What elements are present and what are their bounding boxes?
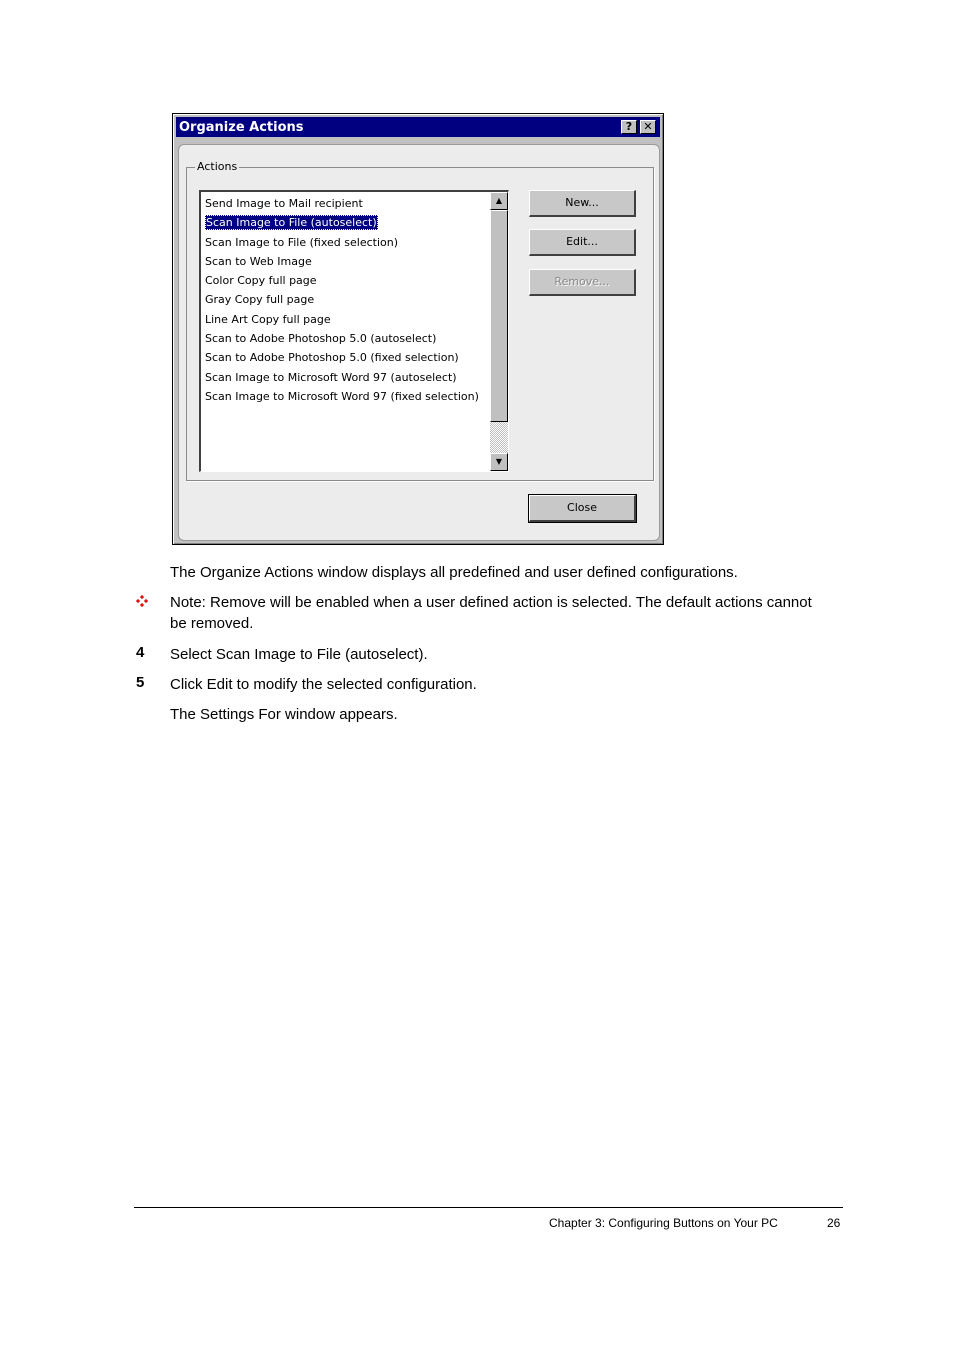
list-item-label: Scan to Web Image xyxy=(205,254,312,268)
list-item[interactable] xyxy=(203,329,491,348)
dialog-client-area xyxy=(178,144,660,541)
step-text-5: Click Edit to modify the selected configuration. xyxy=(170,676,477,693)
list-item-label: Scan to Adobe Photoshop 5.0 (fixed selection) xyxy=(205,351,459,365)
close-button[interactable]: Close xyxy=(529,495,636,522)
help-icon[interactable]: ? xyxy=(621,120,637,134)
footer-chapter: Chapter 3: Configuring Buttons on Your PC xyxy=(549,1216,778,1230)
list-item[interactable] xyxy=(203,194,491,213)
edit-button[interactable]: Edit... xyxy=(529,229,636,256)
list-item-label: Line Art Copy full page xyxy=(205,312,331,326)
actions-group-label: Actions xyxy=(197,160,238,173)
list-item[interactable] xyxy=(203,368,491,387)
note-paragraph: Note: Remove will be enabled when a user defined action is selected. The default actions cannot be removed. xyxy=(170,594,812,632)
list-item[interactable] xyxy=(203,233,491,252)
list-item-label: Scan Image to Microsoft Word 97 (fixed selection) xyxy=(205,389,479,403)
list-item-label: Color Copy full page xyxy=(205,274,317,288)
list-item[interactable] xyxy=(203,310,491,329)
list-item[interactable] xyxy=(203,213,491,232)
list-item-label: Send Image to Mail recipient xyxy=(205,197,363,210)
actions-listbox[interactable] xyxy=(199,190,509,472)
list-item[interactable] xyxy=(203,290,491,309)
list-item-label: Scan to Adobe Photoshop 5.0 (autoselect) xyxy=(205,332,437,346)
new-button[interactable]: New... xyxy=(529,190,636,217)
step-number-5: 5 xyxy=(136,674,145,691)
scroll-up-arrow-icon[interactable]: ▲ xyxy=(490,192,508,210)
actions-scrollbar[interactable] xyxy=(490,192,508,471)
list-item-label: Scan Image to File (fixed selection) xyxy=(205,235,398,249)
remove-button[interactable]: Remove... xyxy=(529,269,636,296)
scroll-down-arrow-icon[interactable]: ▼ xyxy=(490,453,508,471)
list-item[interactable] xyxy=(203,271,491,290)
footer-rule xyxy=(134,1207,843,1208)
scroll-thumb[interactable] xyxy=(490,210,508,422)
close-icon[interactable]: ✕ xyxy=(640,120,656,134)
list-item[interactable] xyxy=(203,252,491,271)
list-item[interactable] xyxy=(203,348,491,367)
result-paragraph: The Settings For window appears. xyxy=(170,706,398,723)
intro-paragraph: The Organize Actions window displays all predefined and user defined configurations. xyxy=(170,564,738,581)
diamond-bullet-icon xyxy=(136,595,148,607)
list-item-label: Scan Image to File (autoselect) xyxy=(206,216,377,230)
actions-list xyxy=(203,194,491,406)
list-item-label: Scan Image to Microsoft Word 97 (autoselect) xyxy=(205,370,457,384)
actions-groupbox xyxy=(186,160,654,481)
organize-actions-dialog xyxy=(172,113,664,545)
footer-page-number: 26 xyxy=(827,1216,841,1230)
title-bar[interactable] xyxy=(176,117,660,137)
list-item[interactable] xyxy=(203,387,491,406)
dialog-title: Organize Actions xyxy=(179,120,304,135)
step-text-4: Select Scan Image to File (autoselect). xyxy=(170,646,428,663)
list-item-label: Gray Copy full page xyxy=(205,293,315,307)
step-number-4: 4 xyxy=(136,644,145,661)
